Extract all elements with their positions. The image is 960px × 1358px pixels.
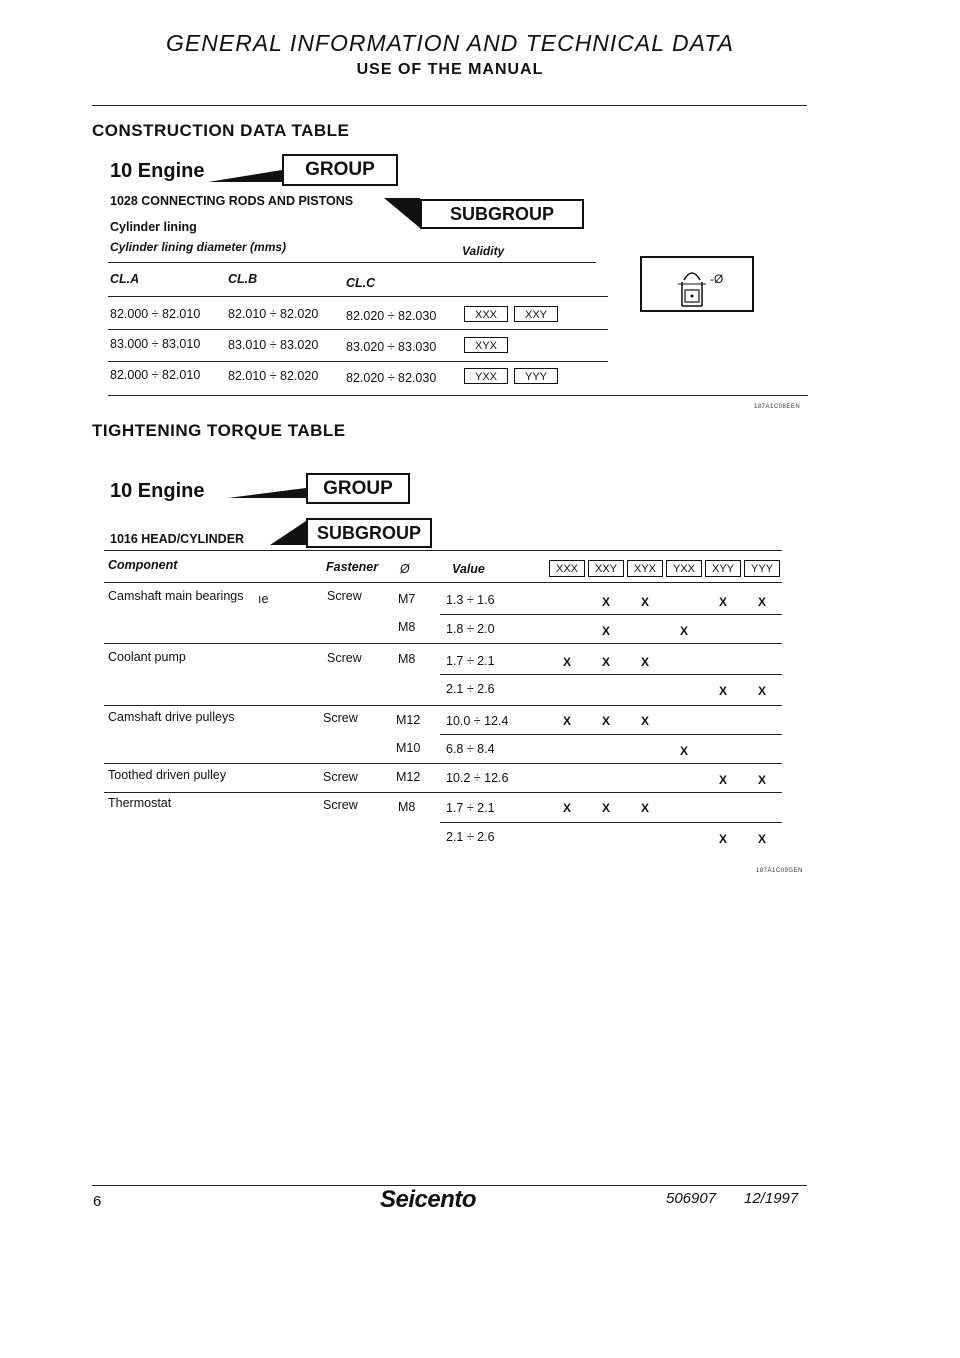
component-name: Camshaft main bearings — [108, 589, 244, 603]
page-number: 6 — [93, 1193, 102, 1210]
torque-value: 2.1 ÷ 2.6 — [446, 682, 495, 696]
validity-mark: X — [679, 744, 688, 758]
construction-rule — [108, 296, 608, 297]
clc-value: 82.020 ÷ 82.030 — [346, 371, 437, 385]
subgroup-box: SUBGROUP — [420, 199, 584, 229]
cla-value: 83.000 ÷ 83.010 — [110, 337, 201, 351]
torque-value: 1.3 ÷ 1.6 — [446, 593, 495, 607]
code-header: YXX — [666, 560, 702, 577]
fastener: Screw — [327, 589, 362, 603]
group-pointer-icon — [228, 488, 306, 498]
torque-header-rule — [104, 550, 782, 551]
torque-value: 10.2 ÷ 12.6 — [446, 771, 509, 785]
fastener: Screw — [323, 770, 358, 784]
group-box: GROUP — [306, 473, 410, 504]
subgroup-box: SUBGROUP — [306, 518, 432, 548]
component-name: Camshaft drive pulleys — [108, 710, 235, 724]
diameter: M7 — [398, 592, 416, 606]
torque-value: 2.1 ÷ 2.6 — [446, 830, 495, 844]
row-rule — [440, 614, 782, 615]
clc-value: 83.020 ÷ 83.030 — [346, 340, 437, 354]
validity-mark: X — [718, 773, 727, 787]
cla-value: 82.000 ÷ 82.010 — [110, 368, 201, 382]
construction-ref: 187A1C08EEN — [754, 404, 801, 410]
cla-value: 82.000 ÷ 82.010 — [110, 307, 201, 321]
hdr-fastener: Fastener — [326, 560, 379, 574]
construction-desc: Cylinder lining diameter (mms) — [110, 240, 287, 254]
subgroup-pointer-icon — [270, 521, 306, 545]
validity-mark: X — [757, 595, 766, 609]
diameter: M8 — [398, 620, 416, 634]
construction-rule — [108, 329, 608, 330]
col-clb: CL.B — [228, 272, 258, 286]
clb-value: 83.010 ÷ 83.020 — [228, 338, 319, 352]
validity-mark: X — [562, 655, 571, 669]
code-header: XYY — [705, 560, 741, 577]
code-header: XYX — [627, 560, 663, 577]
diameter: M8 — [398, 652, 416, 666]
col-clc: CL.C — [346, 276, 376, 290]
row-rule — [104, 643, 782, 644]
component-note: ıe — [258, 592, 269, 606]
validity-mark: X — [757, 773, 766, 787]
validity-label: Validity — [462, 244, 505, 258]
group-box: GROUP — [282, 154, 398, 186]
group-pointer-icon — [208, 170, 282, 182]
diameter: M10 — [396, 741, 421, 755]
hdr-value: Value — [452, 562, 485, 576]
validity-code: XXX — [464, 306, 508, 322]
header-title: GENERAL INFORMATION AND TECHNICAL DATA — [166, 30, 734, 56]
component-name: Coolant pump — [108, 650, 186, 664]
row-rule — [440, 674, 782, 675]
validity-mark: X — [757, 684, 766, 698]
code-header: XXX — [549, 560, 585, 577]
diameter: M12 — [396, 770, 421, 784]
doc-date: 12/1997 — [744, 1190, 799, 1207]
clc-value: 82.020 ÷ 82.030 — [346, 309, 437, 323]
validity-mark: X — [601, 655, 610, 669]
construction-engine-label: 10 Engine — [110, 160, 205, 182]
subgroup-pointer-icon — [384, 198, 420, 228]
torque-value: 6.8 ÷ 8.4 — [446, 742, 495, 756]
validity-mark: X — [718, 684, 727, 698]
validity-mark: X — [718, 595, 727, 609]
fastener: Screw — [323, 798, 358, 812]
component-name: Thermostat — [108, 796, 172, 810]
validity-mark: X — [601, 714, 610, 728]
construction-section-title: CONSTRUCTION DATA TABLE — [92, 121, 350, 140]
validity-code: YXX — [464, 368, 508, 384]
validity-mark: X — [640, 595, 649, 609]
construction-rule — [108, 262, 596, 263]
doc-code: 506907 — [666, 1190, 717, 1207]
row-rule — [440, 822, 782, 823]
fastener: Screw — [327, 651, 362, 665]
component-name: Toothed driven pulley — [108, 768, 227, 782]
col-cla: CL.A — [110, 272, 140, 286]
validity-mark: X — [601, 624, 610, 638]
validity-mark: X — [640, 714, 649, 728]
top-rule — [92, 105, 807, 106]
validity-code: YYY — [514, 368, 558, 384]
torque-subgroup-title: 1016 HEAD/CYLINDER — [110, 532, 245, 546]
row-rule — [440, 734, 782, 735]
code-header: YYY — [744, 560, 780, 577]
validity-mark: X — [562, 801, 571, 815]
code-header: XXY — [588, 560, 624, 577]
diameter: M8 — [398, 800, 416, 814]
clb-value: 82.010 ÷ 82.020 — [228, 369, 319, 383]
row-rule — [104, 705, 782, 706]
torque-engine-label: 10 Engine — [110, 480, 205, 502]
hdr-component: Component — [108, 558, 178, 572]
torque-section-title: TIGHTENING TORQUE TABLE — [92, 421, 346, 440]
validity-mark: X — [601, 801, 610, 815]
torque-ref: 187A1C09GEN — [756, 868, 803, 874]
brand-logo: Seicento — [380, 1186, 477, 1213]
validity-mark: X — [640, 801, 649, 815]
validity-mark: X — [562, 714, 571, 728]
torque-value: 1.7 ÷ 2.1 — [446, 654, 495, 668]
validity-code: XXY — [514, 306, 558, 322]
torque-value: 1.7 ÷ 2.1 — [446, 801, 495, 815]
fastener: Screw — [323, 711, 358, 725]
validity-mark: X — [679, 624, 688, 638]
row-rule — [104, 792, 782, 793]
row-rule — [104, 763, 782, 764]
construction-bottom-rule — [108, 395, 808, 396]
validity-mark: X — [640, 655, 649, 669]
diameter: M12 — [396, 713, 421, 727]
header-subtitle: USE OF THE MANUAL — [356, 61, 544, 78]
validity-mark: X — [757, 832, 766, 846]
diameter-symbol: -Ø — [710, 272, 724, 286]
cylinder-diagram — [640, 256, 754, 312]
validity-mark: X — [601, 595, 610, 609]
validity-mark: X — [718, 832, 727, 846]
construction-subgroup-title: 1028 CONNECTING RODS AND PISTONS — [110, 194, 354, 208]
clb-value: 82.010 ÷ 82.020 — [228, 307, 319, 321]
torque-header-rule — [104, 582, 782, 583]
hdr-diameter: Ø — [400, 562, 410, 576]
construction-rule — [108, 361, 608, 362]
torque-value: 10.0 ÷ 12.4 — [446, 714, 509, 728]
torque-value: 1.8 ÷ 2.0 — [446, 622, 495, 636]
validity-code: XYX — [464, 337, 508, 353]
construction-item: Cylinder lining — [110, 220, 197, 234]
